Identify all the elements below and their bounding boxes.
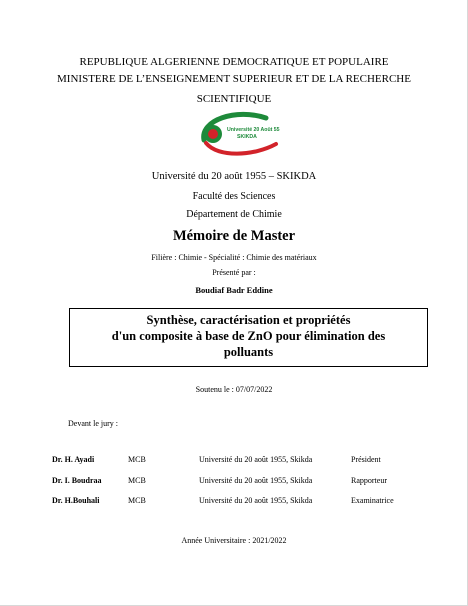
defense-date: Soutenu le : 07/07/2022 — [195, 385, 273, 394]
jury-row — [0, 496, 468, 508]
author-name: Boudiaf Badr Eddine — [195, 285, 273, 295]
logo-text-2: SKIKDA — [237, 134, 257, 140]
jury-member-university: Université du 20 août 1955, Skikda — [199, 496, 313, 505]
filiere-line: Filière : Chimie - Spécialité : Chimie des matériaux — [151, 253, 317, 262]
jury-member-grade: MCB — [128, 476, 146, 485]
header-republic: REPUBLIQUE ALGERIENNE DEMOCRATIQUE ET POPULAIRE — [79, 56, 389, 68]
header-ministry-cont: SCIENTIFIQUE — [196, 93, 272, 105]
jury-row — [0, 476, 468, 488]
logo-red-arc — [206, 143, 276, 154]
jury-row — [0, 455, 468, 467]
jury-label: Devant le jury : — [68, 419, 118, 428]
presented-by-label: Présenté par : — [212, 268, 256, 277]
header-ministry: MINISTERE DE L’ENSEIGNEMENT SUPERIEUR ET DE LA RECHERCHE — [57, 73, 411, 85]
university-name: Université du 20 août 1955 – SKIKDA — [151, 171, 317, 182]
thesis-title-line-1: Synthèse, caractérisation et propriétés — [146, 313, 351, 327]
academic-year: Année Universitaire : 2021/2022 — [181, 536, 287, 545]
jury-member-grade: MCB — [128, 455, 146, 464]
jury-member-name: Dr. H.Bouhali — [52, 496, 100, 505]
faculty-name: Faculté des Sciences — [192, 191, 276, 202]
thesis-title-line-2: d'un composite à base de ZnO pour élimination des — [111, 329, 386, 343]
university-logo — [196, 110, 282, 158]
jury-member-name: Dr. I. Boudraa — [52, 476, 102, 485]
jury-member-university: Université du 20 août 1955, Skikda — [199, 476, 313, 485]
university-logo-icon — [196, 110, 282, 158]
department-name: Département de Chimie — [186, 209, 282, 220]
logo-red-dot — [208, 129, 218, 139]
jury-member-grade: MCB — [128, 496, 146, 505]
logo-text-1: Université 20 Août 55 — [227, 127, 280, 133]
jury-member-university: Université du 20 août 1955, Skikda — [199, 455, 313, 464]
document-type: Mémoire de Master — [172, 228, 296, 244]
jury-member-name: Dr. H. Ayadi — [52, 455, 95, 464]
thesis-title-box — [69, 308, 428, 367]
jury-member-role: Rapporteur — [351, 476, 387, 485]
thesis-title-line-3: polluants — [223, 345, 274, 359]
jury-member-role: Examinatrice — [351, 496, 394, 505]
jury-member-role: Président — [351, 455, 381, 464]
